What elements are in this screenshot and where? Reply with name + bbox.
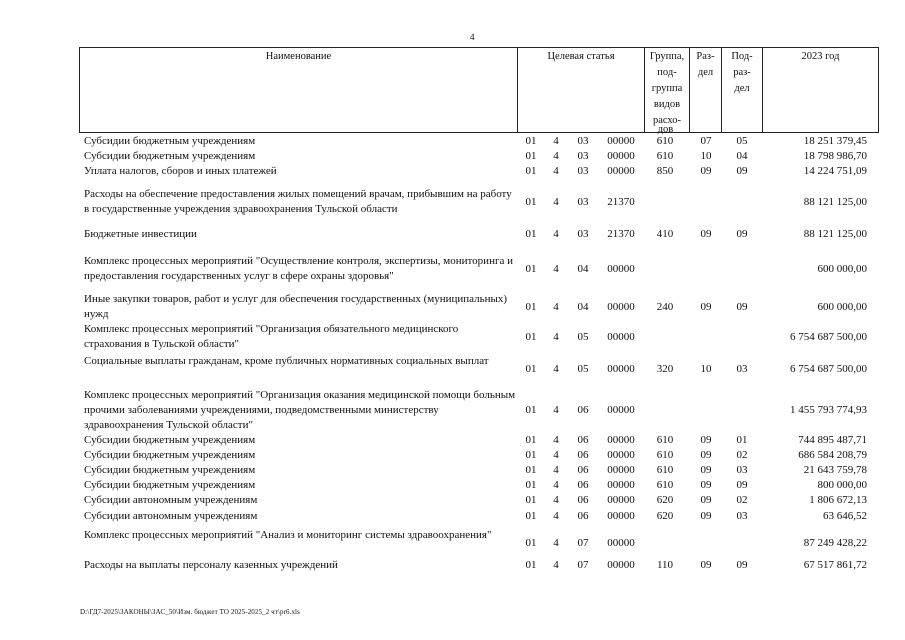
cell-c3: 03 (577, 228, 589, 240)
row-name: Субсидии бюджетным учреждениям (84, 464, 256, 476)
cell-c2: 4 (553, 135, 559, 147)
table-row (79, 509, 879, 524)
cell-c4: 00000 (607, 510, 635, 522)
cell-c1: 01 (525, 165, 537, 177)
table-row (79, 528, 879, 558)
cell-c2: 4 (553, 559, 559, 571)
cell-razd: 09 (700, 464, 712, 476)
cell-amount: 88 121 125,00 (803, 195, 867, 208)
row-name: Расходы на выплаты персоналу казенных учреждений (84, 559, 338, 571)
cell-c4: 00000 (607, 262, 635, 275)
table-row (79, 292, 879, 322)
cell-grp: 240 (656, 300, 674, 313)
cell-c3: 07 (577, 536, 589, 549)
cell-podr: 03 (736, 510, 748, 522)
table-row (79, 354, 879, 384)
cell-c1: 01 (525, 135, 537, 147)
cell-amount: 6 754 687 500,00 (790, 330, 867, 343)
cell-podr: 01 (736, 434, 748, 446)
row-name: Комплекс процессных мероприятий "Организация обязательного медицинского страхования в Тульской области" (84, 323, 459, 350)
cell-c1: 01 (525, 536, 537, 549)
header-year: 2023 год (762, 48, 878, 132)
cell-amount: 6 754 687 500,00 (790, 362, 867, 375)
cell-podr: 09 (736, 559, 748, 571)
cell-c4: 00000 (607, 362, 635, 375)
cell-podr: 09 (736, 228, 748, 240)
cell-amount: 88 121 125,00 (803, 228, 867, 240)
cell-grp: 320 (656, 362, 674, 375)
table-header (79, 47, 879, 133)
cell-amount: 14 224 751,09 (803, 165, 867, 177)
cell-c2: 4 (553, 536, 559, 549)
table-row (79, 463, 879, 478)
cell-c1: 01 (525, 494, 537, 506)
cell-razd: 09 (700, 559, 712, 571)
cell-amount: 1 806 672,13 (809, 494, 867, 506)
cell-c2: 4 (553, 150, 559, 162)
cell-razd: 09 (700, 228, 712, 240)
cell-podr: 02 (736, 449, 748, 461)
cell-c2: 4 (553, 300, 559, 313)
cell-c3: 07 (577, 559, 589, 571)
row-name: Иные закупки товаров, работ и услуг для обеспечения государственных (муниципальных) нужд (84, 293, 508, 320)
cell-amount: 63 646,52 (823, 510, 867, 522)
table-row (79, 254, 879, 284)
cell-c3: 06 (577, 464, 589, 476)
cell-c1: 01 (525, 434, 537, 446)
row-name: Субсидии бюджетным учреждениям (84, 135, 256, 147)
cell-razd: 09 (700, 449, 712, 461)
cell-c1: 01 (525, 559, 537, 571)
table-row (79, 227, 879, 242)
cell-c4: 00000 (607, 536, 635, 549)
cell-c4: 00000 (607, 559, 635, 571)
cell-podr: 04 (736, 150, 748, 162)
cell-c4: 00000 (607, 434, 635, 446)
cell-grp: 610 (656, 135, 674, 147)
row-name: Субсидии бюджетным учреждениям (84, 479, 256, 491)
cell-c3: 05 (577, 362, 589, 375)
cell-razd: 10 (700, 362, 712, 375)
cell-podr: 03 (736, 464, 748, 476)
cell-razd: 09 (700, 300, 712, 313)
header-group-last-line: дов (657, 124, 674, 135)
cell-c3: 03 (577, 135, 589, 147)
cell-c1: 01 (525, 449, 537, 461)
cell-grp: 610 (656, 434, 674, 446)
table-row (79, 322, 879, 352)
row-name: Комплекс процессных мероприятий "Анализ и мониторинг системы здравоохранения" (84, 529, 492, 541)
cell-c4: 00000 (607, 494, 635, 506)
cell-amount: 600 000,00 (817, 300, 867, 313)
cell-razd: 09 (700, 494, 712, 506)
table-row (79, 149, 879, 164)
cell-c2: 4 (553, 228, 559, 240)
header-group: Группа, под- группа видов расхо- (644, 48, 689, 132)
cell-c2: 4 (553, 195, 559, 208)
cell-razd: 09 (700, 479, 712, 491)
cell-c3: 03 (577, 165, 589, 177)
header-target-article: Целевая статья (517, 48, 644, 132)
cell-c3: 06 (577, 479, 589, 491)
row-name: Субсидии автономным учреждениям (84, 494, 258, 506)
cell-c2: 4 (553, 330, 559, 343)
cell-amount: 18 251 379,45 (803, 135, 867, 147)
row-name: Субсидии бюджетным учреждениям (84, 434, 256, 446)
row-name: Комплекс процессных мероприятий "Осуществление контроля, экспертизы, мониторинга и предоставления государственных услуг в сфере охраны здоровья" (84, 255, 513, 282)
cell-amount: 21 643 759,78 (803, 464, 867, 476)
row-name: Субсидии автономным учреждениям (84, 510, 258, 522)
cell-razd: 10 (700, 150, 712, 162)
cell-razd: 09 (700, 510, 712, 522)
cell-c4: 00000 (607, 464, 635, 476)
cell-grp: 110 (656, 559, 674, 571)
cell-c3: 03 (577, 150, 589, 162)
cell-c2: 4 (553, 494, 559, 506)
cell-c2: 4 (553, 434, 559, 446)
row-name: Субсидии бюджетным учреждениям (84, 150, 256, 162)
table-row (79, 164, 879, 179)
cell-grp: 610 (656, 464, 674, 476)
cell-c1: 01 (525, 510, 537, 522)
cell-c1: 01 (525, 150, 537, 162)
cell-grp: 610 (656, 479, 674, 491)
cell-c1: 01 (525, 479, 537, 491)
cell-c2: 4 (553, 404, 559, 416)
cell-grp: 610 (656, 150, 674, 162)
cell-c4: 00000 (607, 135, 635, 147)
table-row (79, 388, 879, 433)
cell-amount: 800 000,00 (817, 479, 867, 491)
cell-c4: 00000 (607, 449, 635, 461)
cell-grp: 620 (656, 510, 674, 522)
cell-c4: 21370 (607, 195, 635, 208)
row-name: Субсидии бюджетным учреждениям (84, 449, 256, 461)
cell-c4: 21370 (607, 228, 635, 240)
cell-c3: 06 (577, 404, 589, 416)
cell-c2: 4 (553, 262, 559, 275)
cell-c2: 4 (553, 479, 559, 491)
row-name: Комплекс процессных мероприятий "Организация оказания медицинской помощи больным прочими заболеваниями учреждениями, подведомственными министерству здравоохранения Тульской области" (84, 389, 516, 431)
cell-razd: 09 (700, 165, 712, 177)
cell-podr: 02 (736, 494, 748, 506)
cell-c1: 01 (525, 404, 537, 416)
cell-grp: 410 (656, 228, 674, 240)
page-number: 4 (470, 32, 475, 42)
cell-c1: 01 (525, 300, 537, 313)
cell-amount: 1 455 793 774,93 (790, 404, 867, 416)
cell-amount: 600 000,00 (817, 262, 867, 275)
cell-podr: 09 (736, 300, 748, 313)
cell-c3: 06 (577, 494, 589, 506)
table-row (79, 478, 879, 493)
row-name: Бюджетные инвестиции (84, 228, 197, 240)
cell-c1: 01 (525, 330, 537, 343)
cell-grp: 850 (656, 165, 674, 177)
cell-c2: 4 (553, 449, 559, 461)
cell-c4: 00000 (607, 479, 635, 491)
cell-c1: 01 (525, 262, 537, 275)
cell-podr: 09 (736, 165, 748, 177)
header-name: Наименование (265, 51, 332, 62)
cell-c2: 4 (553, 362, 559, 375)
cell-c3: 06 (577, 434, 589, 446)
cell-c3: 04 (577, 300, 589, 313)
cell-podr: 09 (736, 479, 748, 491)
cell-c4: 00000 (607, 300, 635, 313)
cell-grp: 620 (656, 494, 674, 506)
table-row (79, 433, 879, 448)
header-section: Раз- дел (689, 48, 721, 132)
cell-c2: 4 (553, 165, 559, 177)
table-row (79, 558, 879, 573)
cell-c2: 4 (553, 510, 559, 522)
cell-amount: 686 584 208,79 (798, 449, 867, 461)
cell-c4: 00000 (607, 150, 635, 162)
cell-podr: 05 (736, 135, 748, 147)
cell-grp: 610 (656, 449, 674, 461)
cell-c4: 00000 (607, 404, 635, 416)
table-row (79, 187, 879, 217)
row-name: Социальные выплаты гражданам, кроме публичных нормативных социальных выплат (84, 355, 489, 367)
cell-amount: 87 249 428,22 (803, 536, 867, 549)
cell-amount: 67 517 861,72 (803, 559, 867, 571)
cell-c4: 00000 (607, 330, 635, 343)
cell-c1: 01 (525, 464, 537, 476)
table-row (79, 448, 879, 463)
cell-podr: 03 (736, 362, 748, 375)
cell-c3: 05 (577, 330, 589, 343)
cell-razd: 09 (700, 434, 712, 446)
cell-c1: 01 (525, 362, 537, 375)
cell-c1: 01 (525, 195, 537, 208)
file-path-footer: D:\ГД7-2025\ЗАКОНЫ\ЗАС_50\Изм. бюджет ТО 2025-2025_2 чт\pr6.xls (80, 608, 300, 616)
cell-c2: 4 (553, 464, 559, 476)
cell-c3: 06 (577, 449, 589, 461)
row-name: Уплата налогов, сборов и иных платежей (84, 165, 277, 177)
cell-c3: 06 (577, 510, 589, 522)
cell-c1: 01 (525, 228, 537, 240)
cell-c4: 00000 (607, 165, 635, 177)
header-subsection: Под- раз- дел (721, 48, 762, 132)
cell-c3: 04 (577, 262, 589, 275)
cell-amount: 744 895 487,71 (798, 434, 867, 446)
table-row (79, 493, 879, 508)
cell-razd: 07 (700, 135, 712, 147)
row-name: Расходы на обеспечение предоставления жилых помещений врачам, прибывшим на работу в государственные учреждения здравоохранения Тульской области (84, 188, 512, 215)
cell-amount: 18 798 986,70 (803, 150, 867, 162)
table-row (79, 134, 879, 149)
cell-c3: 03 (577, 195, 589, 208)
